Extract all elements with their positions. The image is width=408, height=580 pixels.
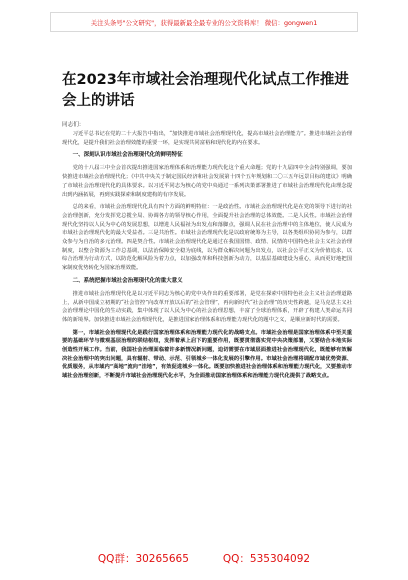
qq-number: QQ：535304092 — [222, 552, 311, 565]
paragraph: 推进市域社会治理现代化是以习近平同志为核心的党中央作出的重要部署，是党在探索中国特色社会主义社会治理道路上，从新中国成立初期的“社会管控”向改革开放以后的“社会管理”，再向新时代“社会治理”的历史性跨越，是马克思主义社会治理理论中国化的生动实践，集中体现了以人民为中心的社会治理思想，丰富了全球治理体系，开辟了构建人类命运共同体的新境界。加快推进市域社会治理现代化，是推进国家治理体系和治理能力现代化的题中之义，是顺应新时代的需要。 — [62, 290, 352, 323]
document-body — [62, 130, 352, 530]
paragraph-intro: 习近平总书记在党的二十大报告中指出，“加快推进市域社会治理现代化，提高市域社会治理能力”。推进市域社会治理现代化，是提升我们社会治理效能的重要一环，是实现共同富裕和现代化的内在要求。 — [62, 131, 352, 146]
paragraph: 党的十八届三中全会首次提出推进国家治理体系和治理能力现代化这个重大命题；党的十九届四中全会特别强调，要加快推进市域社会治理现代化；《中共中央关于制定国民经济和社会发展第十四个五年规划和二〇三五年远景目标的建议》明确了市域社会治理现代化的具体要求。以习近平同志为核心的党中央通过一系列决策部署推进了市域社会治理现代化由理念提出到内涵拓展，再到实践探索和制度建构的有序发展。 — [62, 165, 352, 198]
promo-banner — [50, 12, 358, 32]
salutation: 同志们： — [62, 122, 85, 128]
section-heading-2: 二、系统把握市域社会治理现代化的重大意义 — [72, 277, 183, 284]
document-title: 在2023年市域社会治理现代化试点工作推进会上的讲话 — [62, 72, 349, 109]
qq-group-number: QQ群：30265665 — [97, 552, 189, 565]
paragraph-point-1 — [62, 329, 352, 381]
contact-footer — [0, 548, 408, 568]
paragraph: 总的来看，市域社会治理现代化具有四个方面的鲜明特征：一是政治性。市域社会治理现代化是在党的领导下进行的社会治理创新，充分发挥党总揽全局、协调各方的领导核心作用，全面提升社会治理的总体效能。二是人民性。市域社会治理现代化坚持以人民为中心的发展思想，以增进人民福祉为出发点和落脚点，强调人民在社会治理中的主体地位，使人民成为市域社会治理现代化的最大受益者。三是共治性。市域社会治理现代化是以政府统筹为主导，以各类组织协同为参与，以群众参与为自治的多元治理。四是契合性。市域社会治理现代化是通过在我国国情、政情、民情的中国特色社会主义社会治理制度，以整合资源为工作总基调，以法治保障安全稳为底线，以为群众解决问题为出发点，以社会公平正义为价值追求，以综合治理为行动方式，以防范化解风险为着力点，以加强改革和科技创新为动力，以基层基础建设为重心，从而更好地把国家制度优势转化为国家治理效能。 — [62, 204, 352, 272]
promo-banner-text: 关注头条号"公文研究"，获得最新最全最专业的公文资料库！ 微信：gongwen1 — [90, 18, 318, 27]
point-1-text: 第一，市域社会治理现代化是践行国家治理体系和治理能力现代化的战略支点。市域社会治理是国家治理体系中至关重要的基础环节与微观基层治理的联结枢纽，发挥着承上启下的重要作用，既要贯彻落实党中央决策部署，又要结合本地实际创造性开展工作。当前，我国社会治理面临着许多新情况新问题，迫切需要在市域层面推进社会治理现代化，既能够有效解决社会治理中的突出问题，具有辐射、带动、示范、引领城乡一体化发展的引擎作用。市域社会治理将调配市域优势资源、优质服务，从市域内“高地”流向“洼地”，有效促进城乡一体化。既要加快推进社会治理体系和治理能力现代化，又要推动市域社会治理创新，不断提升市域社会治理现代化水平，为全面推动国家治理体系和治理能力现代化提供了战略支点。 — [62, 329, 352, 380]
section-heading-1: 一、深刻认识市域社会治理现代化的鲜明特征 — [72, 152, 183, 159]
